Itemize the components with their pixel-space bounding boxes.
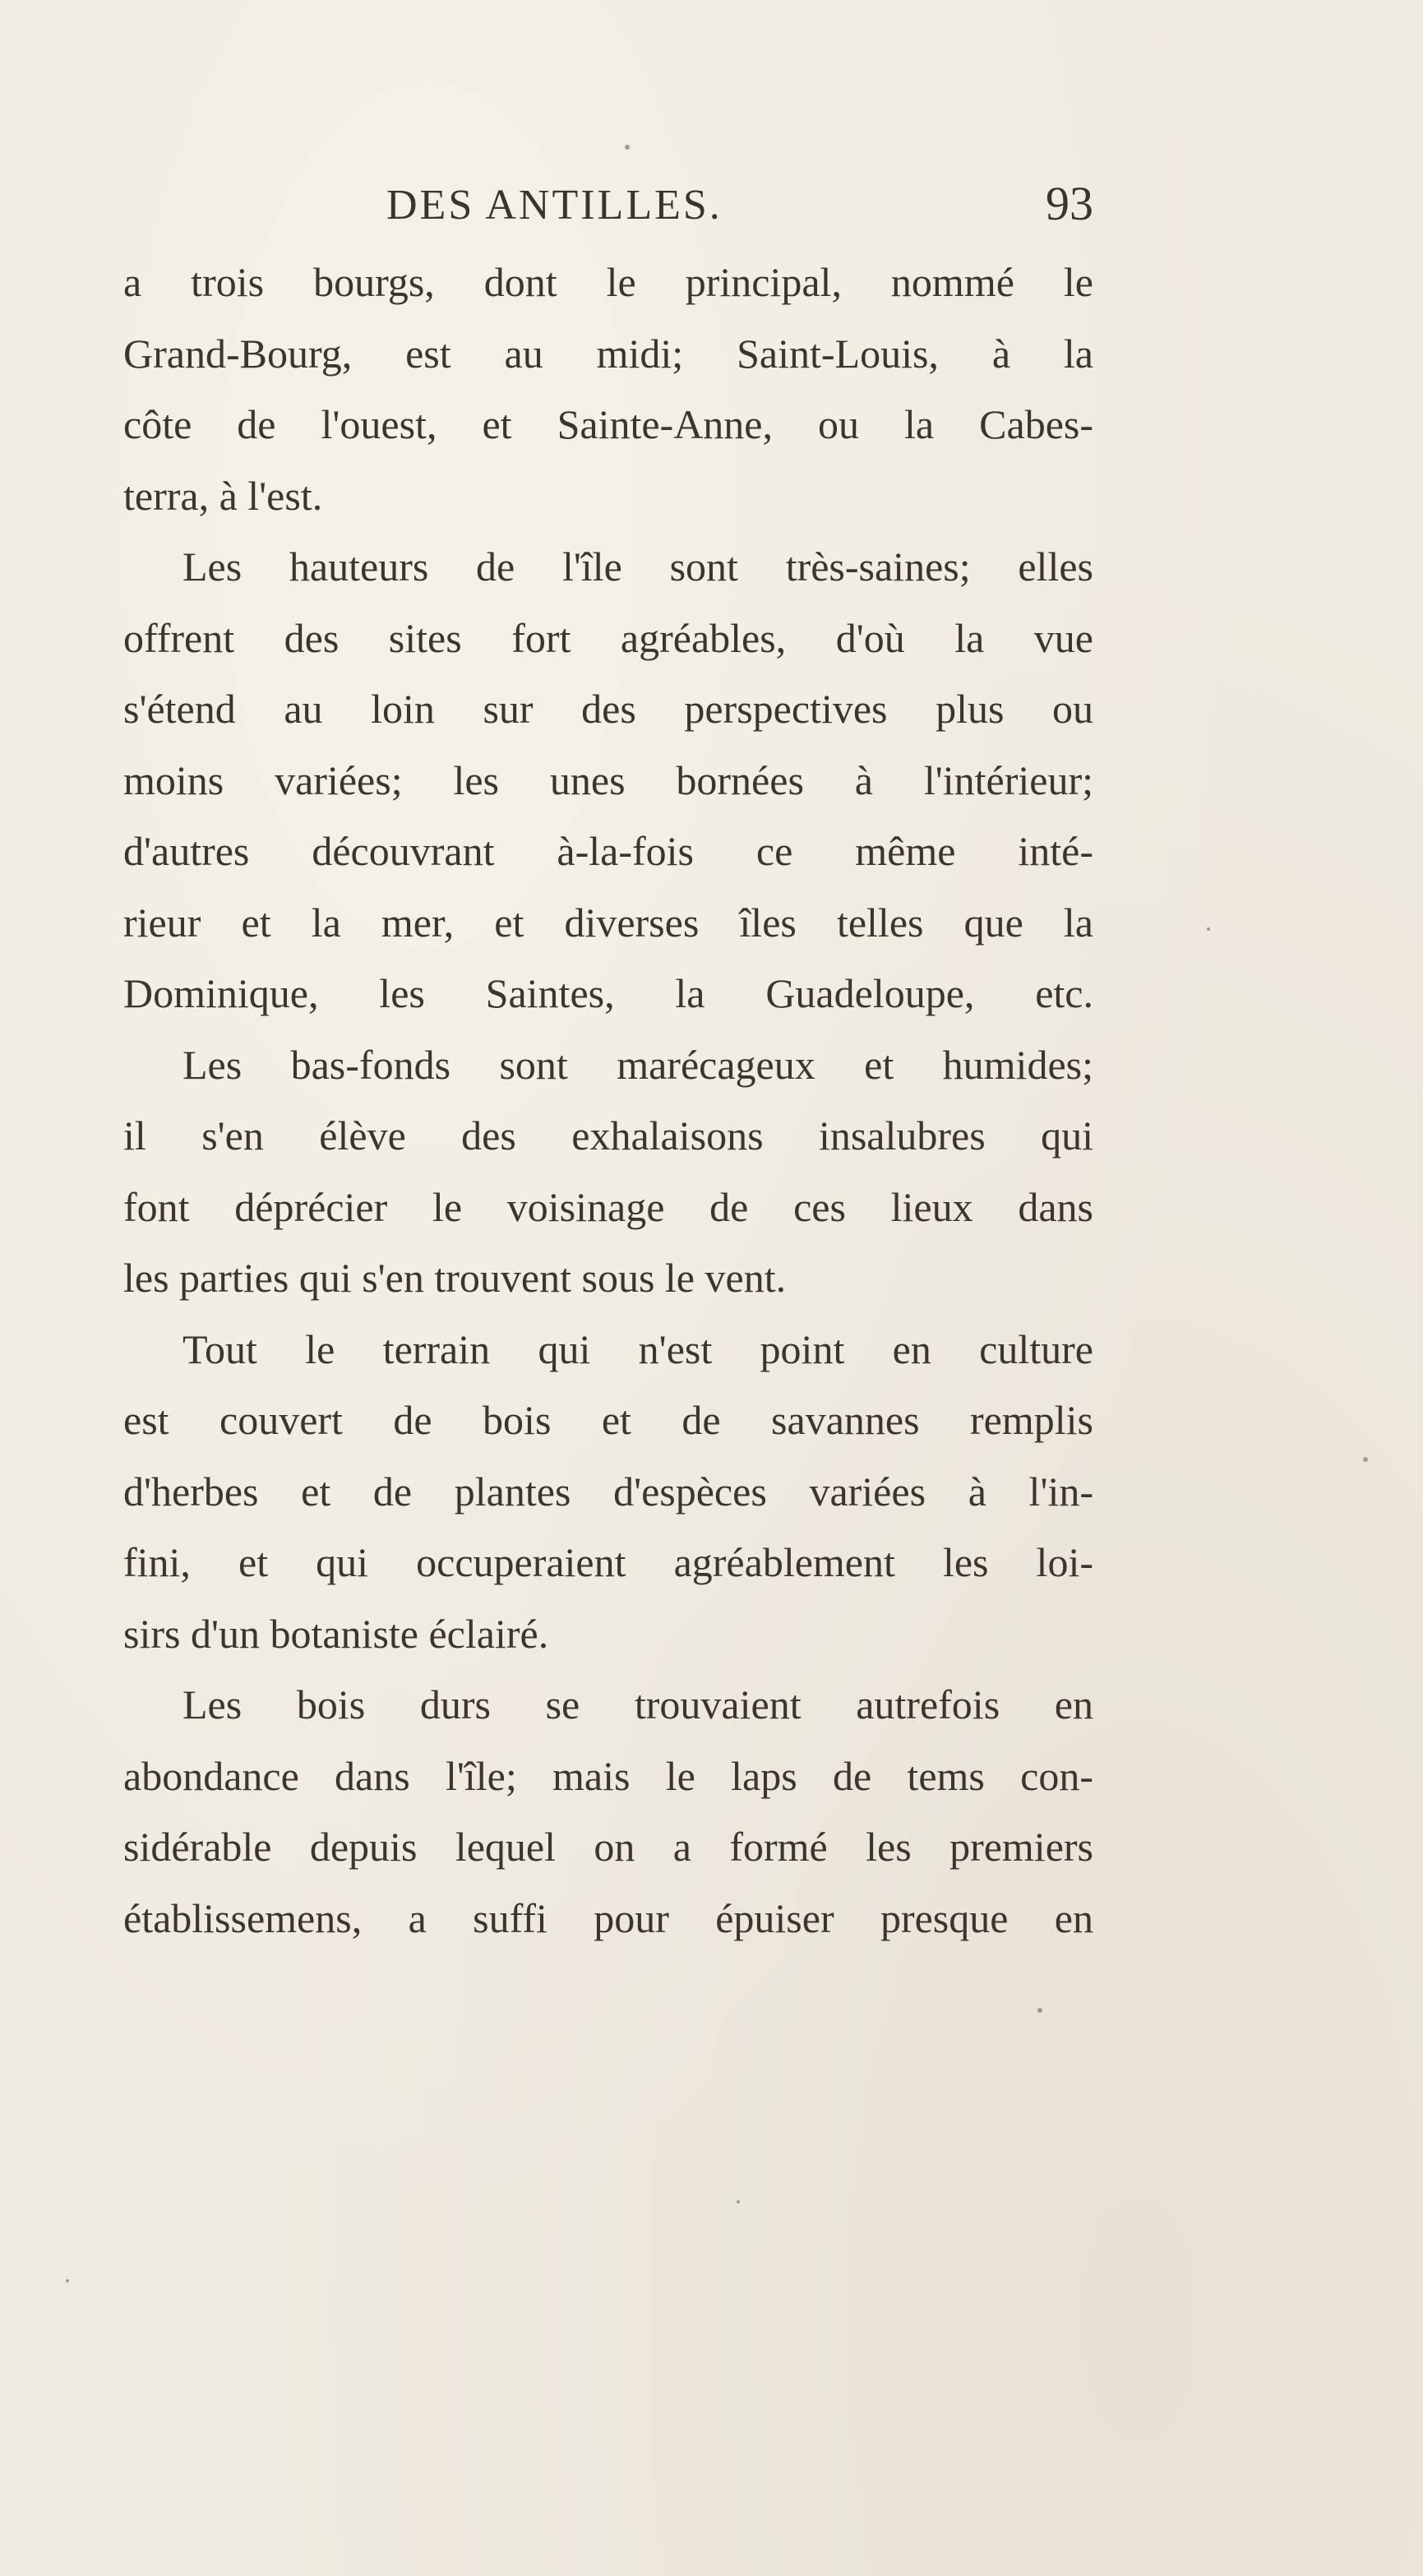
paper-speck [737,2200,740,2204]
paper-speck [66,2279,69,2282]
text-line: côte de l'ouest, et Sainte-Anne, ou la Cabes- [123,401,1093,447]
page-header [123,164,1093,238]
text-line: terra, à l'est. [123,472,323,519]
text-line: a trois bourgs, dont le principal, nommé le [123,259,1093,305]
text-line: est couvert de bois et de savannes remplis [123,1397,1093,1443]
paragraph-first-line: Les hauteurs de l'île sont très-saines; elles [182,543,1093,590]
page-number: 93 [1046,177,1093,230]
paper-speck [1363,1457,1368,1462]
body-text [123,247,1093,1954]
text-line: font déprécier le voisinage de ces lieux dans [123,1183,1093,1230]
running-head: DES ANTILLES. [386,182,723,229]
text-line: offrent des sites fort agréables, d'où la vue [123,614,1093,661]
text-line: abondance dans l'île; mais le laps de tems con- [123,1752,1093,1799]
text-line: sirs d'un botaniste éclairé. [123,1610,549,1657]
paper-speck [1037,2008,1042,2013]
text-line: il s'en élève des exhalaisons insalubres qui [123,1112,1093,1159]
text-line: sidérable depuis lequel on a formé les premiers [123,1824,1093,1870]
paper-speck [625,145,630,150]
text-line: les parties qui s'en trouvent sous le vent. [123,1255,787,1301]
text-line: d'herbes et de plantes d'espèces variées à l'in- [123,1468,1093,1515]
text-line: d'autres découvrant à-la-fois ce même inté- [123,828,1093,874]
paragraph-first-line: Tout le terrain qui n'est point en culture [182,1325,1093,1372]
paper-speck [1207,927,1210,931]
paragraph-first-line: Les bas-fonds sont marécageux et humides; [182,1041,1093,1088]
paragraph-first-line: Les bois durs se trouvaient autrefois en [182,1681,1093,1727]
text-line: Dominique, les Saintes, la Guadeloupe, etc. [123,970,1093,1016]
text-line: fini, et qui occuperaient agréablement les loi- [123,1539,1093,1585]
text-line: moins variées; les unes bornées à l'intérieur; [123,756,1093,803]
text-line: établissemens, a suffi pour épuiser presque en [123,1894,1093,1941]
text-line: s'étend au loin sur des perspectives plus ou [123,686,1093,732]
text-line: rieur et la mer, et diverses îles telles que la [123,899,1093,946]
text-line: Grand-Bourg, est au midi; Saint-Louis, à la [123,330,1093,377]
